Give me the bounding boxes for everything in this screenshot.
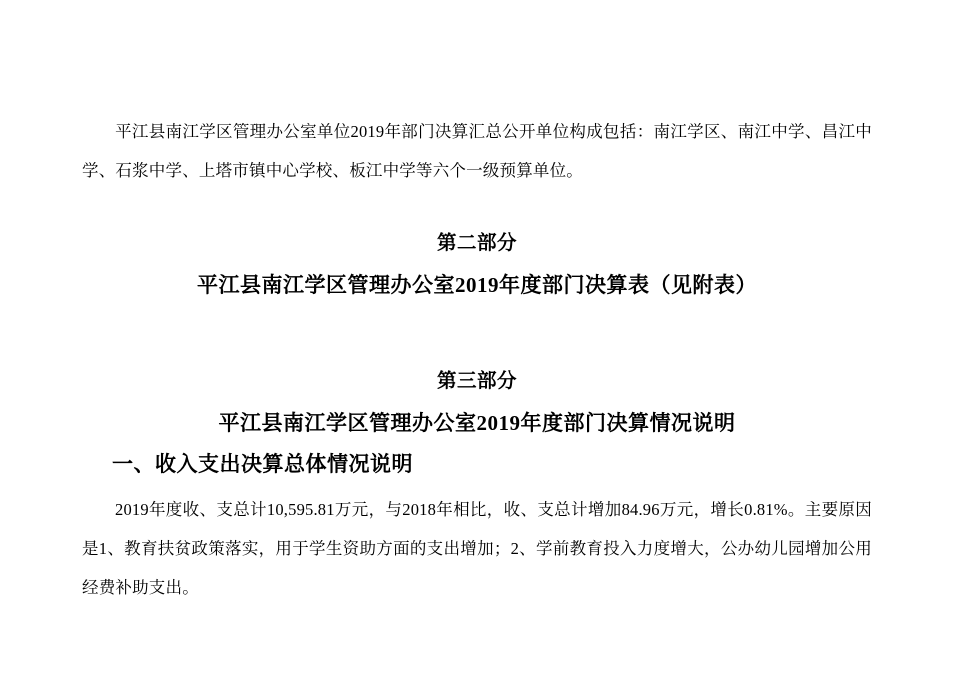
part-three-title: 平江县南江学区管理办公室2019年度部门决算情况说明 [218, 410, 736, 435]
intro-paragraph-text: 平江县南江学区管理办公室单位2019年部门决算汇总公开单位构成包括：南江学区、南江中学、昌江中学、石浆中学、上塔市镇中心学校、板江中学等六个一级预算单位。 [82, 121, 872, 180]
part-two-number: 第二部分 [436, 232, 517, 254]
part-two-block [82, 224, 872, 306]
section-one-paragraph [82, 490, 872, 607]
intro-paragraph [82, 112, 872, 190]
section-one-paragraph-text: 2019年度收、支总计10,595.81万元，与2018年相比，收、支总计增加84.96万元，增长0.81%。主要原因是1、教育扶贫政策落实，用于学生资助方面的支出增加；2、学前教育投入力度增大，公办幼儿园增加公用经费补助支出。 [82, 499, 872, 597]
part-three-number: 第三部分 [436, 370, 517, 392]
part-two-title: 平江县南江学区管理办公室2019年度部门决算表（见附表） [197, 272, 757, 297]
part-three-block [82, 362, 872, 607]
section-one-heading: 一、收入支出决算总体情况说明 [112, 451, 413, 476]
